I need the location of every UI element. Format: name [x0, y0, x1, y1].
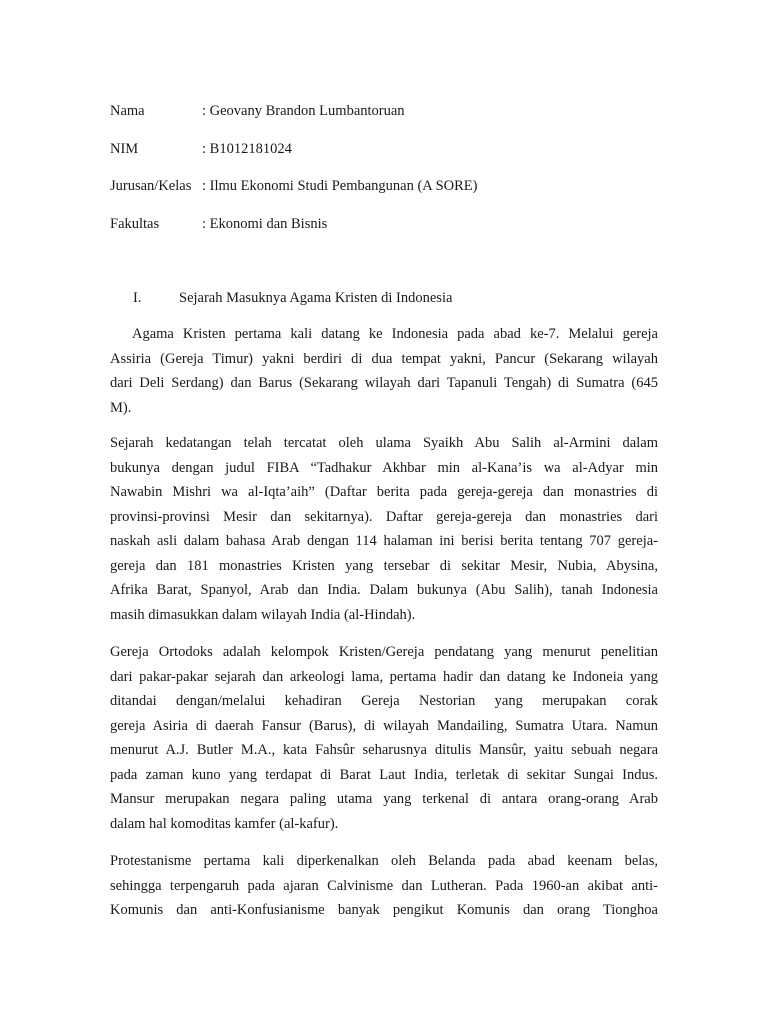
paragraph-line: Sejarah kedatangan telah tercatat oleh ulama Syaikh Abu Salih al-Armini dalam — [110, 435, 658, 451]
paragraph-line: Gereja Ortodoks adalah kelompok Kristen/Gereja pendatang yang menurut penelitian — [110, 644, 658, 660]
paragraph-line: provinsi-provinsi Mesir dan sekitarnya). Daftar gereja-gereja dan monastries dari — [110, 508, 658, 525]
field-label: Fakultas — [110, 216, 160, 232]
paragraph-line: Afrika Barat, Spanyol, Arab dan India. Dalam bukunya (Abu Salih), tanah Indonesia — [110, 582, 658, 598]
paragraph-line: Nawabin Mishri wa al-Iqta’aih” (Daftar berita pada gereja-gereja dan monastries di — [110, 484, 658, 500]
paragraph-line: sehingga terpengaruh pada ajaran Calvinisme dan Lutheran. Pada 1960-an akibat anti- — [110, 877, 658, 894]
paragraph-line: Komunis dan anti-Konfusianisme banyak pengikut Komunis dan orang Tionghoa — [110, 902, 658, 918]
paragraph-line: bukunya dengan judul FIBA “Tadhakur Akhbar min al-Kana’is wa al-Adyar min — [110, 459, 658, 476]
field-label: NIM — [110, 141, 139, 157]
paragraph-2 — [110, 431, 658, 627]
paragraph-line: Protestanisme pertama kali diperkenalkan oleh Belanda pada abad keenam belas, — [110, 853, 658, 869]
paragraph-line: dalam hal komoditas kamfer (al-kafur). — [110, 815, 339, 832]
paragraph-line: ditandai dengan/melalui kehadiran Gereja Nestorian yang merupakan corak — [110, 693, 658, 709]
field-value: : Ilmu Ekonomi Studi Pembangunan (A SORE) — [202, 178, 478, 194]
paragraph-line: Mansur merupakan negara paling utama yang terkenal di antara orang-orang Arab — [110, 791, 658, 807]
field-fakultas — [110, 216, 327, 233]
field-value: : Ekonomi dan Bisnis — [202, 216, 328, 232]
field-value: : B1012181024 — [202, 141, 292, 157]
paragraph-line: gereja Asiria di daerah Fansur (Barus), di wilayah Mandailing, Sumatra Utara. Namun — [110, 717, 658, 734]
paragraph-line: naskah asli dalam bahasa Arab dengan 114 halaman ini berisi berita tentang 707 gereja- — [110, 533, 658, 549]
paragraph-line: dari pakar-pakar sejarah dan arkeologi lama, pertama hadir dan datang ke Indoneia yang — [110, 668, 658, 685]
paragraph-4 — [110, 849, 658, 923]
field-jurusan-kelas — [110, 178, 478, 195]
field-value: : Geovany Brandon Lumbantoruan — [202, 103, 405, 119]
section-heading — [133, 290, 452, 307]
paragraph-line: dari Deli Serdang) dan Barus (Sekarang wilayah dari Tapanuli Tengah) di Sumatra (645 — [110, 375, 658, 391]
section-number: I. — [133, 290, 142, 306]
field-nim — [110, 141, 292, 158]
paragraph-line: gereja dan 181 monastries Kristen yang tersebar di sekitar Mesir, Nubia, Abysina, — [110, 557, 658, 574]
section-title: Sejarah Masuknya Agama Kristen di Indonesia — [179, 290, 453, 306]
paragraph-line: pada zaman kuno yang terdapat di Barat Laut India, terletak di sekitar Sungai Indus. — [110, 766, 658, 783]
paragraph-line: Assiria (Gereja Timur) yakni berdiri di dua tempat yakni, Pancur (Sekarang wilayah — [110, 350, 658, 367]
paragraph-1 — [110, 322, 658, 420]
paragraph-line: masih dimasukkan dalam wilayah India (al-Hindah). — [110, 606, 416, 623]
field-label: Nama — [110, 103, 145, 119]
paragraph-line: Agama Kristen pertama kali datang ke Indonesia pada abad ke-7. Melalui gereja — [132, 326, 658, 342]
paragraph-line: M). — [110, 399, 132, 416]
paragraph-3 — [110, 640, 658, 836]
field-label: Jurusan/Kelas — [110, 178, 192, 194]
paragraph-line: menurut A.J. Butler M.A., kata Fahsûr seharusnya ditulis Mansûr, yaitu sebuah negara — [110, 742, 658, 758]
field-nama — [110, 103, 405, 120]
